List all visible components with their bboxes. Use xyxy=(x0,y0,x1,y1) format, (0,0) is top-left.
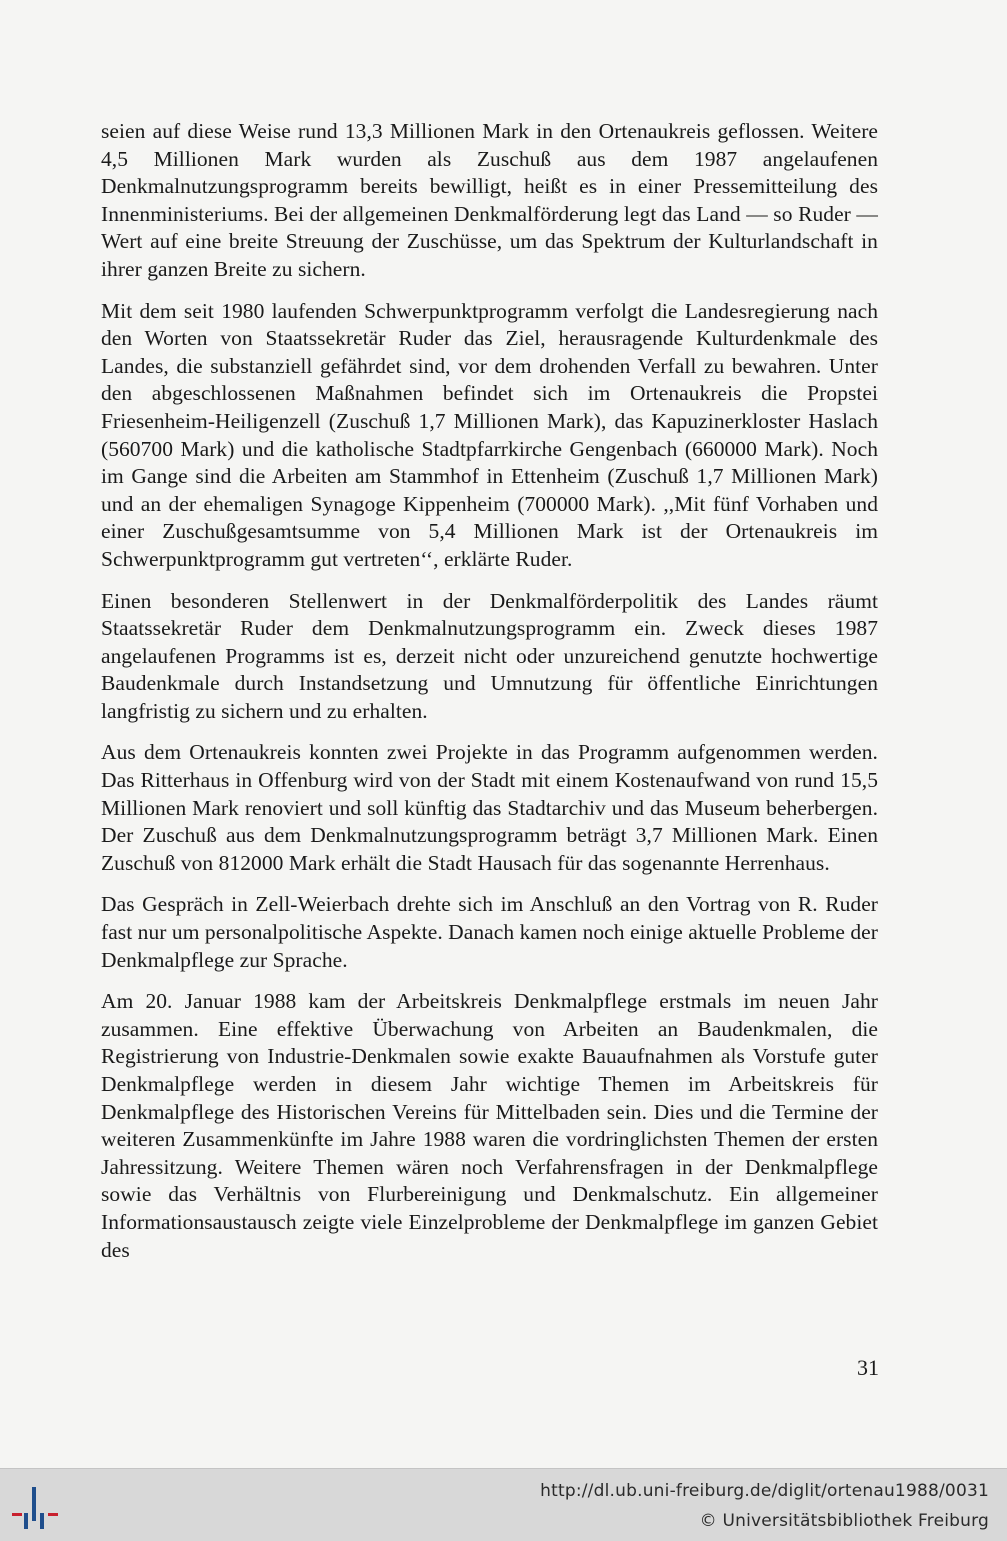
paragraph-3: Einen besonderen Stellenwert in der Denkmalförderpolitik des Landes räumt Staatssekretär Ruder dem Denkmalnutzungsprogramm ein. Zweck dieses 1987 angelaufenen Programms ist es, derzeit nicht oder unzureichend genutzte hochwertige Baudenkmale durch Instandsetzung und Umnutzung für öffentliche Einrichtungen langfristig zu sichern und zu erhalten. xyxy=(101,588,878,723)
page-number: 31 xyxy=(857,1355,879,1380)
paragraph-5: Das Gespräch in Zell-Weierbach drehte sich im Anschluß an den Vortrag von R. Ruder fast nur um personalpolitische Aspekte. Danach kamen noch einige aktuelle Probleme der Denkmalpflege zur Sprache. xyxy=(101,892,878,972)
paragraph-1: seien auf diese Weise rund 13,3 Millionen Mark in den Ortenaukreis geflossen. Weitere 4,5 Millionen Mark wurden als Zuschuß aus dem 1987 angelaufenen Denkmalnutzungsprogramm bereits bewilligt, heißt es in einer Pressemitteilung des Innenministeriums. Bei der allgemeinen Denkmalförderung legt das Land — so Ruder — Wert auf eine breite Streuung der Zuschüsse, um das Spektrum der Kulturlandschaft in ihrer ganzen Breite zu sichern. xyxy=(101,119,878,281)
footer-url-link[interactable]: http://dl.ub.uni-freiburg.de/diglit/ortenau1988/0031 xyxy=(540,1481,989,1501)
paragraph-2: Mit dem seit 1980 laufenden Schwerpunktprogramm verfolgt die Landesregierung nach den Worten von Staatssekretär Ruder das Ziel, herausragende Kulturdenkmale des Landes, die substanziell gefährdet sind, vor dem drohenden Verfall zu bewahren. Unter den abgeschlossenen Maßnahmen befindet sich im Ortenaukreis die Propstei Friesenheim-Heiligenzell (Zuschuß 1,7 Millionen Mark), das Kapuzinerkloster Haslach (560700 Mark) und die katholische Stadtpfarrkirche Gengenbach (660000 Mark). Noch im Gange sind die Arbeiten am Stammhof in Ettenheim (Zuschuß 1,7 Millionen Mark) und an der ehemaligen Synagoge Kippenheim (700000 Mark). ,,Mit fünf Vorhaben und einer Zuschußgesamtsumme von 5,4 Millionen Mark ist der Ortenaukreis im Schwerpunktprogramm gut vertreten‘‘, erklärte Ruder. xyxy=(101,298,878,571)
footer-copyright: © Universitätsbibliothek Freiburg xyxy=(699,1511,989,1531)
footer-bar xyxy=(0,1468,1007,1541)
paragraph-4: Aus dem Ortenaukreis konnten zwei Projekte in das Programm aufgenommen werden. Das Ritterhaus in Offenburg wird von der Stadt mit einem Kostenaufwand von rund 15,5 Millionen Mark renoviert und soll künftig das Stadtarchiv und das Museum beherbergen. Der Zuschuß aus dem Denkmalnutzungsprogramm beträgt 3,7 Millionen Mark. Einen Zuschuß von 812000 Mark erhält die Stadt Hausach für das sogenannte Herrenhaus. xyxy=(101,740,878,875)
ub-freiburg-logo-icon xyxy=(10,1483,66,1531)
paragraph-6: Am 20. Januar 1988 kam der Arbeitskreis Denkmalpflege erstmals im neuen Jahr zusammen. Eine effektive Überwachung von Arbeiten an Baudenkmalen, die Registrierung von Industrie-Denkmalen sowie exakte Bauaufnahmen als Vorstufe guter Denkmalpflege werden in diesem Jahr wichtige Themen im Arbeitskreis für Denkmalpflege des Historischen Vereins für Mittelbaden sein. Dies und die Termine der weiteren Zusammenkünfte im Jahre 1988 waren die vordringlichsten Themen der ersten Jahressitzung. Weitere Themen wären noch Verfahrensfragen in der Denkmalpflege sowie das Verhältnis von Flurbereinigung und Denkmalschutz. Ein allgemeiner Informationsaustausch zeigte viele Einzelprobleme der Denkmalpflege im ganzen Gebiet des xyxy=(101,989,878,1262)
body-text xyxy=(101,118,878,1278)
